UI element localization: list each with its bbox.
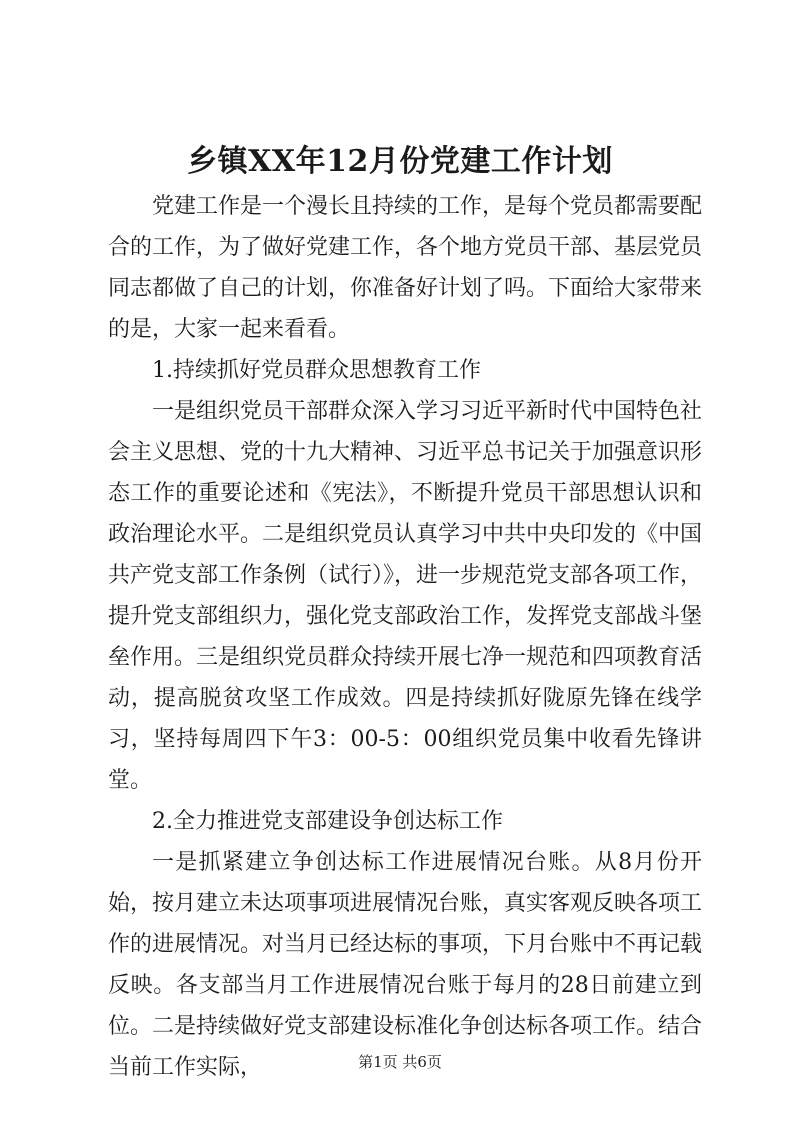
section-2-paragraph: 一是抓紧建立争创达标工作进展情况台账。从8月份开始，按月建立未达项事项进展情况台账，真实客观反映各项工作的进展情况。对当月已经达标的事项，下月台账中不再记载反映。各支部当月工作进展情况台账于每月的28日前建立到位。二是持续做好党支部建设标准化争创达标各项工作。结合当前工作实际， — [108, 850, 703, 1080]
section-1-paragraph: 一是组织党员干部群众深入学习习近平新时代中国特色社会主义思想、党的十九大精神、习近平总书记关于加强意识形态工作的重要论述和《宪法》，不断提升党员干部思想认识和政治理论水平。二是组织党员认真学习中共中央印发的《中国共产党支部工作条例（试行）》，进一步规范党支部各项工作，提升党支部组织力，强化党支部政治工作，发挥党支部战斗堡垒作用。三是组织党员群众持续开展七净一规范和四项教育活动，提高脱贫攻坚工作成效。四是持续抓好陇原先锋在线学习，坚持每周四下午3：00-5：00组织党员集中收看先锋讲堂。 — [108, 399, 703, 793]
document-body — [108, 186, 702, 1088]
intro-paragraph: 党建工作是一个漫长且持续的工作，是每个党员都需要配合的工作，为了做好党建工作，各个地方党员干部、基层党员同志都做了自己的计划，你准备好计划了吗。下面给大家带来的是，大家一起来看看。 — [108, 194, 703, 342]
section-heading-2: 2.全力推进党支部建设争创达标工作 — [152, 809, 503, 834]
page-footer: 第1页 共6页 — [358, 1053, 442, 1071]
page-title: 乡镇XX年12月份党建工作计划 — [187, 144, 613, 179]
section-heading-1: 1.持续抓好党员群众思想教育工作 — [152, 358, 481, 383]
